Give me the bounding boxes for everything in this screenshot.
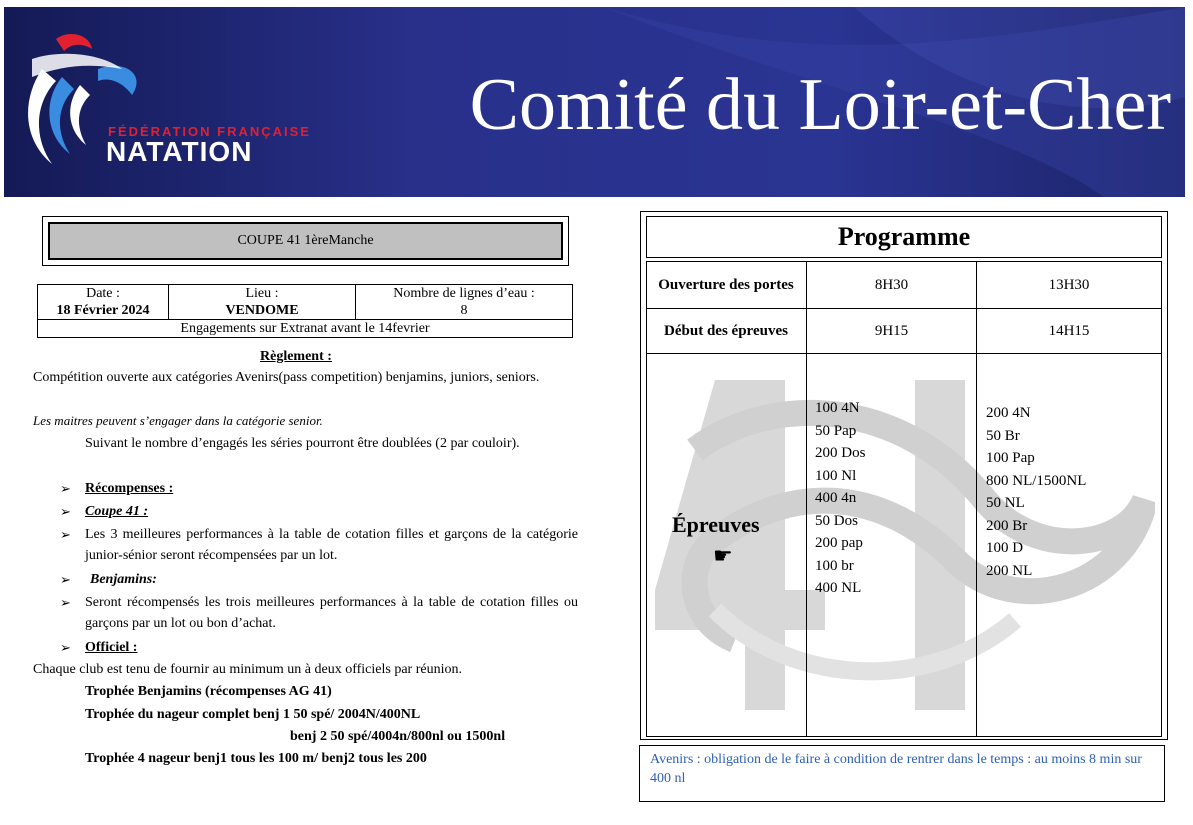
avenirs-note: Avenirs : obligation de le faire à condition de rentrer dans le temps : au moins 8 min sur 400 nl — [639, 745, 1165, 802]
benjamins-heading: Benjamins: — [90, 572, 157, 587]
header-banner — [4, 7, 1185, 197]
page-title: Comité du Loir-et-Cher — [469, 64, 1171, 146]
trophee-nageur-complet: Trophée du nageur complet benj 1 50 spé/ 2004N/400NL — [85, 707, 421, 722]
reglement-paragraph-1: Compétition ouverte aux catégories Avenirs(pass competition) benjamins, juniors, seniors. — [33, 370, 540, 385]
place-value: VENDOME — [225, 303, 299, 318]
column-divider — [806, 261, 807, 737]
date-value: 18 Février 2024 — [56, 303, 150, 318]
logo-natation-text: NATATION — [106, 136, 253, 167]
ffn-logo — [12, 29, 322, 179]
info-row — [38, 285, 573, 320]
list-item: 800 NL/1500NL — [986, 472, 1087, 489]
list-item: 50 NL — [986, 495, 1025, 511]
logo-federation-text: FÉDÉRATION FRANÇAISE — [108, 124, 311, 139]
bullet-arrow-icon: ➢ — [60, 595, 71, 610]
trophee-nageur-complet-benj2: benj 2 50 spé/4004n/800nl ou 1500nl — [290, 729, 506, 744]
bullet-arrow-icon: ➢ — [60, 527, 71, 542]
list-item: 400 NL — [815, 580, 862, 596]
list-item: 400 4n — [815, 490, 857, 506]
competition-title-box — [42, 216, 569, 266]
list-item: 200 NL — [986, 562, 1033, 579]
recompenses-heading: Récompenses : — [85, 481, 174, 496]
list-item: 100 Pap — [986, 450, 1035, 466]
date-cell — [38, 285, 169, 320]
opening-label: Ouverture des portes — [658, 276, 794, 293]
lanes-cell — [356, 285, 573, 320]
competition-name: COUPE 41 1èreManche — [48, 222, 563, 260]
list-item: 200 Dos — [815, 445, 866, 461]
benjamins-text: Seront récompensés les trois meilleures performances à la table de cotation filles ou garçons par un lot ou bon d’achat. — [85, 595, 578, 631]
trophee-benjamins: Trophée Benjamins (récompenses AG 41) — [85, 684, 332, 699]
bullet-arrow-icon: ➢ — [60, 572, 71, 587]
reglement-paragraph-2: Les maitres peuvent s’engager dans la catégorie senior. — [33, 413, 323, 428]
opening-morning: 8H30 — [874, 276, 909, 293]
opening-afternoon: 13H30 — [1048, 276, 1090, 293]
coupe41-heading: Coupe 41 : — [85, 504, 148, 519]
list-item: 100 4N — [815, 400, 860, 416]
competition-info-table — [37, 284, 573, 338]
programme-title: Programme — [646, 216, 1162, 258]
column-divider — [976, 261, 977, 737]
row-divider — [646, 353, 1161, 354]
list-item: 50 Dos — [815, 512, 858, 529]
date-label: Date : — [86, 286, 120, 301]
morning-events-list — [815, 397, 865, 600]
list-item: 50 Br — [986, 427, 1020, 444]
events-label: Épreuves — [672, 512, 760, 537]
start-label: Début des épreuves — [664, 322, 788, 339]
place-label: Lieu : — [245, 286, 279, 301]
registration-row — [38, 320, 573, 338]
list-item: 100 Nl — [815, 467, 857, 484]
reglement-heading: Règlement : — [260, 349, 332, 364]
trophee-4-nageurs: Trophée 4 nageur benj1 tous les 100 m/ benj2 tous les 200 — [85, 751, 427, 766]
list-item: 200 Br — [986, 517, 1028, 534]
reglement-paragraph-3: Suivant le nombre d’engagés les séries pourront être doublées (2 par couloir). — [85, 436, 520, 451]
list-item: 200 4N — [986, 405, 1031, 421]
list-item: 200 pap — [815, 535, 863, 551]
officiel-heading: Officiel : — [85, 640, 138, 655]
registration-text: Engagements sur Extranat avant le 14fevrier — [38, 320, 573, 338]
lanes-label: Nombre de lignes d’eau : — [393, 286, 535, 301]
officiel-text: Chaque club est tenu de fournir au minimum un à deux officiels par réunion. — [33, 662, 462, 677]
start-morning: 9H15 — [874, 322, 909, 339]
list-item: 100 br — [815, 557, 854, 574]
start-afternoon: 14H15 — [1048, 322, 1090, 339]
lanes-value: 8 — [460, 303, 468, 318]
bullet-arrow-icon: ➢ — [60, 481, 71, 496]
afternoon-events-list — [986, 402, 1086, 582]
bullet-arrow-icon: ➢ — [60, 504, 71, 519]
bullet-arrow-icon: ➢ — [60, 640, 71, 655]
place-cell — [169, 285, 356, 320]
list-item: 50 Pap — [815, 422, 857, 439]
list-item: 100 D — [986, 540, 1024, 556]
coupe41-text: Les 3 meilleures performances à la table de cotation filles et garçons de la catégorie junior-sénior seront récompensées par un lot. — [85, 527, 578, 563]
pointing-hand-icon: ☛ — [713, 543, 733, 568]
